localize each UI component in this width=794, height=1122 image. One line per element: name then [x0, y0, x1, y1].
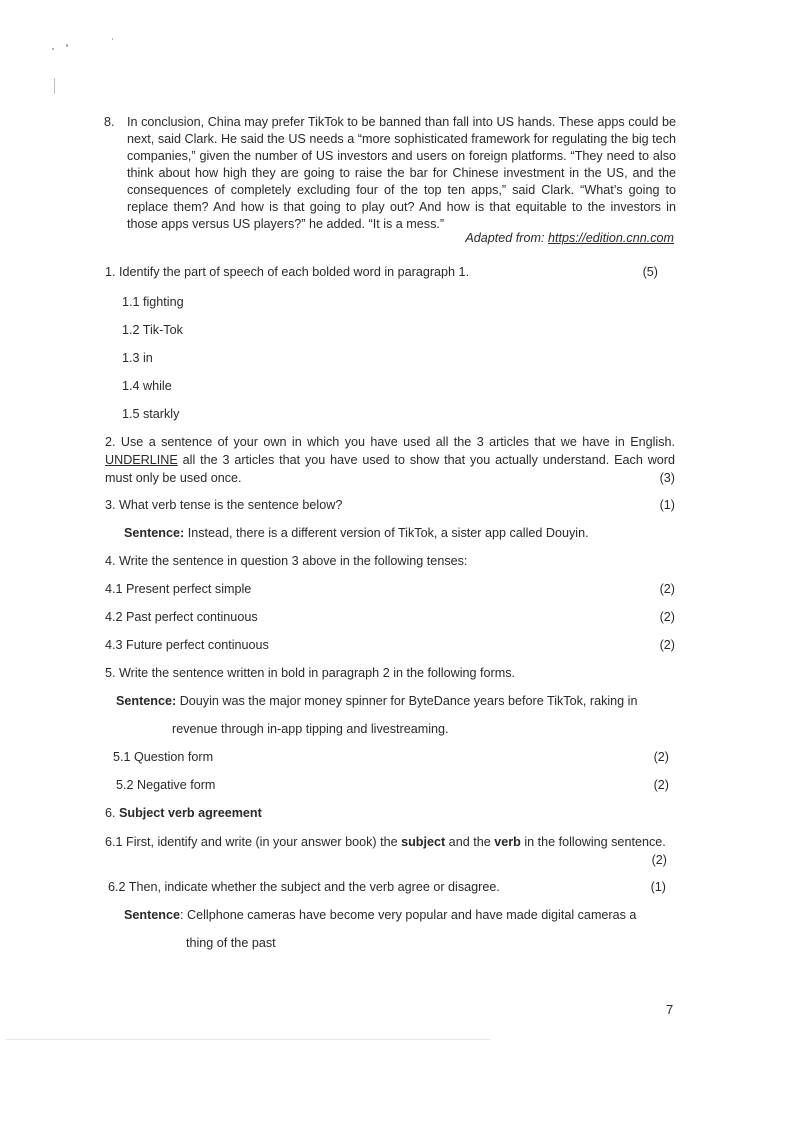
question-5: 5. Write the sentence written in bold in paragraph 2 in the following forms.	[105, 666, 515, 680]
paragraph-8	[104, 114, 676, 233]
question-6-item-2-label: 6.2 Then, indicate whether the subject and the verb agree or disagree.	[108, 880, 500, 894]
question-4: 4. Write the sentence in question 3 above in the following tenses:	[105, 554, 468, 568]
question-2-marks: (3)	[659, 471, 675, 485]
question-4-item-3	[105, 637, 675, 654]
question-2-underlined: UNDERLINE	[105, 453, 178, 467]
question-5-item-1-label: 5.1 Question form	[113, 750, 214, 764]
question-6-item-1-marks: (2)	[651, 853, 667, 867]
question-6-item-1-verb: verb	[494, 835, 521, 849]
sentence-label: Sentence	[124, 908, 180, 922]
sentence-label: Sentence:	[116, 694, 177, 708]
question-1-text: 1. Identify the part of speech of each bolded word in paragraph 1.	[105, 265, 470, 279]
sentence-text-line-1: Douyin was the major money spinner for ByteDance years before TikTok, raking in	[176, 694, 638, 708]
paragraph-text: In conclusion, China may prefer TikTok to be banned than fall into US hands. These apps could be next, said Clark. He said the US needs a “more sophisticated framework for regulating the big tech companies,” given the number of US investors and users on foreign platforms. “They need to also think about how high they are going to raise the bar for Chinese investment in the US, and the consequences of completely excluding four of the top ten apps,” said Clark. “What’s going to replace them? And how is that going to play out? And how is that equitable to the investors in those apps versus US players?” he added. “It is a mess.”	[127, 115, 676, 231]
question-4-item-2-label: 4.2 Past perfect continuous	[105, 610, 258, 624]
question-1-item-3: 1.3 in	[122, 351, 153, 365]
question-5-item-1	[113, 749, 669, 766]
question-4-item-2-marks: (2)	[659, 610, 675, 624]
question-6-number: 6.	[105, 806, 120, 820]
question-6-item-2	[108, 879, 666, 896]
question-5-item-2	[116, 777, 669, 794]
scan-speck	[52, 48, 54, 50]
question-3-sentence	[124, 525, 694, 542]
question-6-item-2-marks: (1)	[650, 880, 666, 894]
source-citation	[465, 231, 674, 245]
source-link[interactable]: https://edition.cnn.com	[547, 231, 674, 245]
question-4-item-3-label: 4.3 Future perfect continuous	[105, 638, 269, 652]
question-5-item-1-marks: (2)	[653, 750, 669, 764]
sentence-text: Instead, there is a different version of TikTok, a sister app called Douyin.	[184, 526, 589, 540]
question-4-item-1-label: 4.1 Present perfect simple	[105, 582, 252, 596]
question-4-item-1	[105, 581, 675, 598]
question-3-text: 3. What verb tense is the sentence below?	[105, 498, 343, 512]
sentence-label: Sentence:	[124, 526, 185, 540]
question-1-item-4: 1.4 while	[122, 379, 172, 393]
question-6-item-1-middle: and the	[445, 835, 495, 849]
question-6-title: Subject verb agreement	[119, 806, 262, 820]
question-6-sentence-line-2: thing of the past	[186, 936, 276, 950]
page-number: 7	[666, 1002, 674, 1017]
scan-speck	[66, 44, 68, 47]
question-6-item-1-suffix: in the following sentence.	[520, 835, 666, 849]
paragraph-number: 8.	[104, 115, 115, 129]
question-2-text-after: all the 3 articles that you have used to show that you actually understand. Each word must only be used once.	[105, 453, 675, 485]
source-prefix: Adapted from:	[465, 231, 548, 245]
scan-mark-bracket	[54, 78, 55, 94]
footer-divider	[6, 1039, 490, 1040]
question-5-item-2-marks: (2)	[653, 778, 669, 792]
scan-speck	[112, 38, 113, 40]
question-1-item-1: 1.1 fighting	[122, 295, 184, 309]
sentence-colon: :	[180, 908, 184, 922]
question-3-marks: (1)	[659, 498, 675, 512]
question-2	[105, 433, 675, 487]
question-6-item-1-prefix: 6.1 First, identify and write (in your answer book) the	[105, 835, 402, 849]
question-4-item-2	[105, 609, 675, 626]
question-6-item-1	[105, 833, 675, 869]
question-4-item-3-marks: (2)	[659, 638, 675, 652]
question-6-item-1-subject: subject	[401, 835, 446, 849]
question-3	[105, 497, 675, 514]
question-1-marks: (5)	[642, 265, 658, 279]
question-4-item-1-marks: (2)	[659, 582, 675, 596]
question-6-heading	[105, 805, 675, 822]
question-2-text-before: 2. Use a sentence of your own in which you have used all the 3 articles that we have in English.	[105, 435, 675, 449]
question-6-sentence-line-1	[124, 907, 694, 924]
question-1-item-5: 1.5 starkly	[122, 407, 180, 421]
sentence-text-line-1: Cellphone cameras have become very popular and have made digital cameras a	[183, 908, 637, 922]
question-5-sentence-line-2: revenue through in-app tipping and livestreaming.	[172, 722, 449, 736]
question-5-sentence-line-1	[116, 693, 686, 710]
question-5-item-2-label: 5.2 Negative form	[116, 778, 216, 792]
question-1	[105, 264, 675, 281]
question-1-item-2: 1.2 Tik-Tok	[122, 323, 183, 337]
